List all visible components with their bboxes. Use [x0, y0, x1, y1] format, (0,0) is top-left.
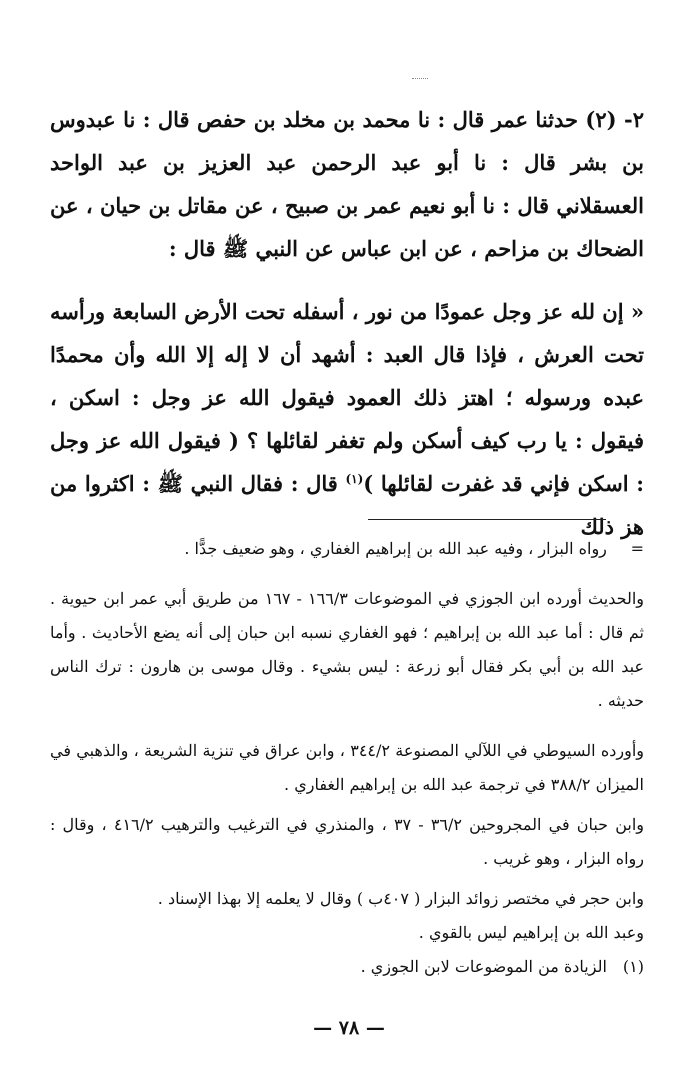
footnote-paragraph-suyuti: وأورده السيوطي في اللآلي المصنوعة ٣٤٤/٢ ، وابن عراق في تنزية الشريعة ، والذهبي في الميزان ٣٨٨/٢ في ترجمة عبد الله بن إبراهيم الغفاري . — [50, 741, 645, 794]
continuation-text: رواه البزار ، وفيه عبد الله بن إبراهيم الغفاري ، وهو ضعيف جدًّا . — [184, 539, 607, 558]
footnote-1-text: الزيادة من الموضوعات لابن الجوزي . — [360, 957, 607, 976]
isnad-paragraph: ٢- (٢) حدثنا عمر قال : نا محمد بن مخلد بن حفص قال : نا عبدوس بن بشر قال : نا أبو عبد الرحمن عبد العزيز بن عبد الواحد العسقلاني قال : نا أبو نعيم عمر بن صبيح ، عن مقاتل بن حيان ، عن الضحاك بن مزاحم ، عن ابن عباس عن النبي ﷺ قال : — [50, 107, 645, 261]
hadith-text: « إن لله عز وجل عمودًا من نور ، أسفله تحت الأرض السابعة ورأسه تحت العرش ، فإذا قال العبد : أشهد أن لا إله إلا الله وأن محمدًا عبده ورسوله ؛ اهتز ذلك العمود فيقول الله عز وجل : اسكن ، فيقول : يا رب كيف أسكن ولم تغفر لقائلها ؟ ( فيقول الله عز وجل : اسكن فإني قد غفرت لقائلها ) — [50, 299, 645, 496]
footnote-1 — [50, 950, 644, 984]
footnote-reference[interactable]: (١) — [345, 472, 364, 486]
hadith-paragraph — [50, 290, 644, 548]
footnote-divider — [368, 519, 606, 520]
main-text — [50, 98, 644, 548]
hadith-tail: قال : فقال النبي ﷺ : اكثروا من هز ذلك — [50, 471, 644, 539]
footnote-paragraph-hajar: وابن حجر في مختصر زوائد البزار ( ٤٠٧ب ) وقال لا يعلمه إلا بهذا الإسناد . — [157, 889, 644, 908]
continuation-marker: = — [630, 539, 644, 558]
footnote-1-marker: (١) — [622, 957, 644, 976]
footnote-continuation — [50, 532, 644, 566]
footnote-paragraph-abdullah: وعبد الله بن إبراهيم ليس بالقوي . — [418, 923, 644, 942]
footnote-paragraph-jawzi: والحديث أورده ابن الجوزي في الموضوعات ١٦٦/٣ - ١٦٧ من طريق أبي عمر ابن حيوية . ثم قال : أما عبد الله بن إبراهيم ؛ فهو الغفاري نسبه ابن حبان إلى أنه يضع الأحاديث . وأما عبد الله بن أبي بكر فقال أبو زرعة : ليس بشيء . وقال موسى بن هارون : ترك الناس حديثه . — [50, 589, 644, 710]
footnote-paragraph-hibban: وابن حبان في المجروحين ٣٦/٢ - ٣٧ ، والمنذري في الترغيب والترهيب ٤١٦/٢ ، وقال : رواه البزار ، وهو غريب . — [50, 815, 645, 868]
footnotes — [50, 532, 644, 984]
page-number: — ٧٨ — — [313, 1017, 385, 1039]
header-mark — [412, 78, 428, 80]
